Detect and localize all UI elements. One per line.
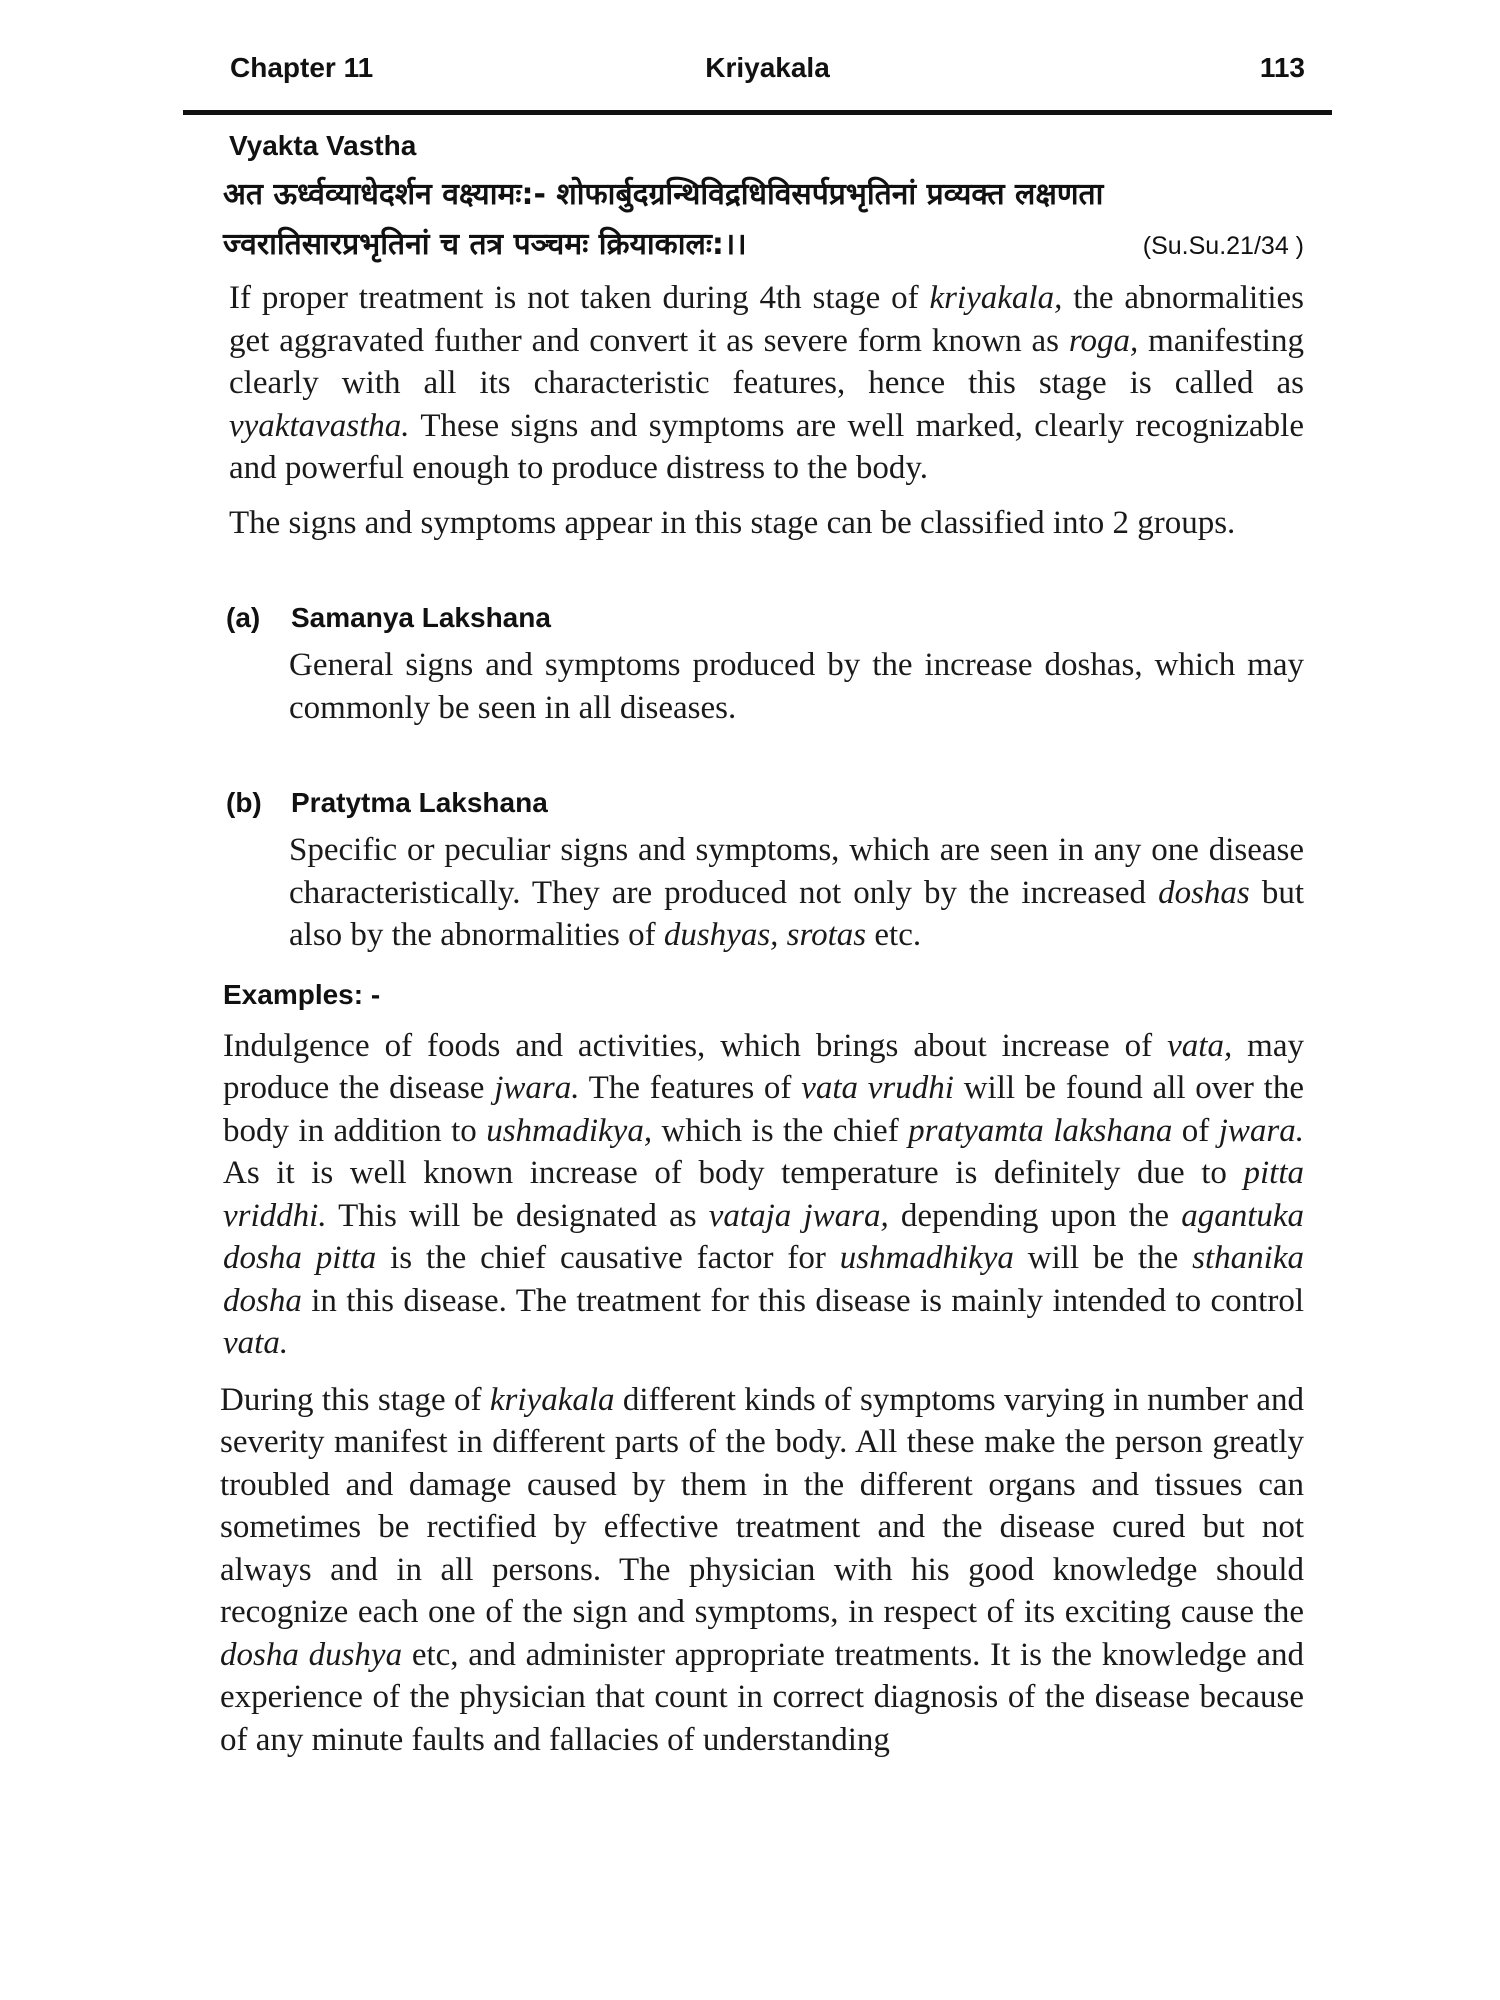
italic-term: jwara. (1218, 1112, 1304, 1149)
text-run: is the chief causative factor for (376, 1240, 840, 1276)
italic-term: pitta vriddhi. (223, 1155, 1304, 1234)
text-run: the abnormalities get aggravated fuıther and convert it as severe form known as (229, 280, 1304, 359)
text-run: will be found all over the body in addition to (223, 1070, 1304, 1149)
text-run: but also by the abnormalities of (289, 874, 1304, 953)
italic-term: vyaktavastha. (229, 407, 410, 444)
italic-term: vata vrudhi (801, 1070, 954, 1106)
item-b-title: Pratytma Lakshana (291, 787, 548, 818)
text-run: which is the chief (652, 1112, 909, 1149)
text-run: etc, and administer appropriate treatments. It is the knowledge and experience of the physician that count in correct diagnosis of the disease because of any minute faults and fallacies of understanding (220, 1636, 1304, 1758)
italic-term: doshas (1158, 874, 1250, 911)
italic-term: ushmadhikya (839, 1240, 1014, 1276)
item-a-marker: (a) (226, 602, 261, 633)
chapter-label: Chapter 11 (230, 52, 374, 83)
item-a-text: General signs and symptoms produced by the increase doshas, which may commonly be seen in all diseases. (289, 647, 1304, 726)
text-run: The features of (579, 1070, 802, 1106)
intro-paragraph (229, 277, 1304, 490)
text-run: will be the (1013, 1240, 1193, 1276)
italic-term: sthanika dosha (223, 1240, 1304, 1319)
section-heading: Vyakta Vastha (229, 130, 417, 161)
italic-term: dosha dushya (220, 1636, 403, 1673)
text-run: During this stage of (220, 1381, 490, 1418)
sanskrit-line-1: अत ऊर्ध्वव्याधेदर्शन वक्ष्यामः:- शोफार्बुदग्रन्थिविद्रधिविसर्पप्रभृतिनां प्रव्यक्त लक्षणता (223, 177, 1104, 212)
examples-heading: Examples: - (223, 978, 381, 1010)
item-a-heading (226, 602, 1304, 634)
italic-term: kriyakala (489, 1381, 615, 1418)
text-run: of (1172, 1112, 1219, 1149)
italic-term: vata, (1167, 1027, 1233, 1064)
example-paragraph-1 (223, 1025, 1304, 1365)
page-number: 113 (1259, 52, 1305, 83)
italic-term: jwara. (494, 1070, 580, 1106)
item-a-title: Samanya Lakshana (291, 602, 551, 633)
text-run: etc. (866, 917, 922, 953)
italic-term: agantuka dosha pitta (223, 1197, 1305, 1276)
italic-term: roga, (1068, 322, 1139, 359)
text-run: Specific or peculiar signs and symptoms, which are seen in any one disease characteristically. They are produced not only by the increased (289, 832, 1304, 911)
text-run: manifesting clearly with all its characteristic features, hence this stage is called as (229, 322, 1304, 401)
sanskrit-line-2: ज्वरातिसारप्रभृतिनां च तत्र पञ्चमः क्रियाकालः:।। (223, 227, 747, 262)
verse-reference: (Su.Su.21/34 ) (1142, 232, 1304, 260)
sanskrit-line-2-row (223, 220, 1304, 271)
text-run: This will be designated as (326, 1197, 709, 1234)
italic-term: vata. (223, 1325, 289, 1361)
item-b-marker: (b) (226, 787, 262, 818)
text-run: Indulgence of foods and activities, which brings about increase of (223, 1027, 1168, 1064)
text-run: As it is well known increase of body temperature is definitely due to (223, 1155, 1244, 1191)
italic-term: dushyas, srotas (663, 917, 867, 953)
example-paragraph-2 (220, 1379, 1304, 1762)
text-run: These signs and symptoms are well marked, clearly recognizable and powerful enough to produce distress to the body. (229, 407, 1304, 486)
item-b-heading (226, 787, 1304, 819)
italic-term: vataja jwara, (708, 1197, 889, 1234)
text-run: depending upon the (888, 1197, 1182, 1234)
page-body (220, 130, 1305, 1761)
item-b-text (289, 829, 1304, 957)
sanskrit-verse (223, 170, 1304, 271)
text-run: different kinds of symptoms varying in number and severity manifest in different parts of the body. All these make the person greatly troubled and damage caused by them in the different organs and tissues can sometimes be rectified by effective treatment and the disease cured but not always and in all persons. The physician with his good knowledge should recognize each one of the sign and symptoms, in respect of its exciting cause the (220, 1381, 1304, 1630)
header-rule (183, 110, 1332, 115)
italic-term: pratyamta lakshana (908, 1112, 1173, 1149)
text-run: in this disease. The treatment for this disease is mainly intended to control (301, 1282, 1304, 1319)
running-header (230, 52, 1305, 84)
groups-paragraph: The signs and symptoms appear in this stage can be classified into 2 groups. (229, 504, 1236, 541)
italic-term: kriyakala, (929, 280, 1063, 316)
text-run: If proper treatment is not taken during 4th stage of (229, 280, 930, 316)
chapter-title: Kriyakala (705, 52, 830, 83)
text-run: may produce the disease (223, 1027, 1304, 1106)
italic-term: ushmadikya, (486, 1112, 653, 1149)
